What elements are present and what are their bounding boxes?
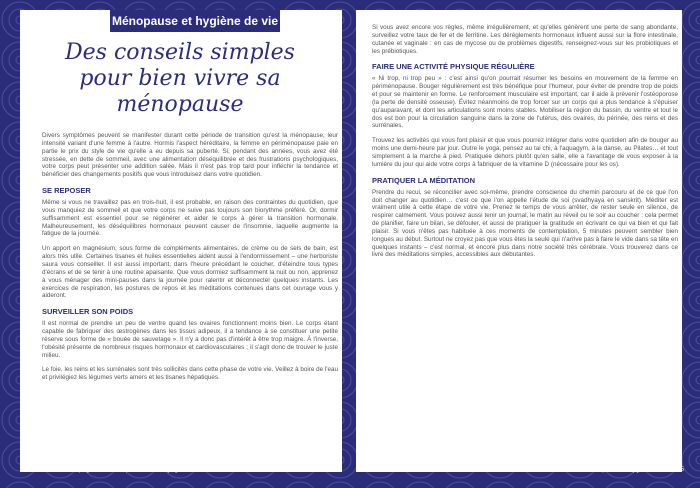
paragraph: Même si vous ne travaillez pas en trois-huit, il est probable, en raison des contraintes du quotidien, que vous manquiez de sommeil et que votre corps ne suive pas toujours son biorythme préféré. Or, dormir suffisamment est essentiel pour se régénérer et aider le corps à gérer la transition hormonale. Malheureusement, les déséquilibres hormonaux peuvent causer de l'insomnie, laquelle augmente la fatigue de la journée. (42, 199, 338, 238)
right-footer: Ménopause et hygiène de vie • 45 (585, 466, 684, 473)
right-column-text (372, 24, 678, 266)
paragraph: Le foie, les reins et les surrénales sont très sollicités dans cette phase de votre vie. Veillez à boire de l'eau et privilégiez les légumes verts amers et les tisanes hépatiques. (42, 366, 338, 382)
paragraph: Il est normal de prendre un peu de ventre quand les ovaires fonctionnent moins bien. Le corps étant capable de fabriquer des œstrogènes dans les tissus adipeux, il a tendance à se constituer une petite réserve sous forme de « bouée de sauvetage ». Il n'y a donc pas d'intérêt à être trop maigre. À l'inverse, l'obésité présente de nombreux risques hormonaux et cardiovasculaires ; il s'agit donc de trouver le juste milieu. (42, 320, 338, 359)
paragraph: Prendre du recul, se réconcilier avec soi-même, prendre conscience du chemin parcouru et de ce que l'on doit changer au quotidien… c'est ce que l'on appelle l'étude de soi (svadhyaya en sanskrit). Méditer est vraiment utile à cette étape de votre vie. Prenez le temps de vous arrêter, de rester seule en silence, de respirer calmement. Vous pouvez aussi tenir un journal, le matin au réveil ou le soir au coucher : cela permet de planifier, faire un bilan, se défouler, et aussi de pratiquer la gratitude en écrivant ce qui va bien et qui fait plaisir. Si vous n'êtes pas habituée à ces moments de contemplation, 5 minutes peuvent sembler bien longues au début. Surtout ne croyez pas que vous êtes la seule qui n'arrive pas à faire le vide dans sa tête en quelques instants – c'est normal, et encore plus dans notre société très cérébrale. Vous trouverez dans ce livre des méditations simples, accessibles aux débutantes. (372, 188, 678, 259)
intro-paragraph: Divers symptômes peuvent se manifester durant cette période de transition qu'est la ménopause, leur intensité variant d'une femme à l'autre. Hormis l'aspect héréditaire, la femme en périménopause paie en partie le prix du style de vie qu'elle a eu depuis sa puberté. Si, pendant des années, vous avez été stressée, en dette de sommeil, avec une alimentation déséquilibrée et des frustrations psychologiques, votre corps peut présenter une addition salée. Mais il n'est pas trop tard pour infléchir la tendance et bénéficier des changements positifs que vous introduisez dans votre quotidien. (42, 132, 338, 179)
heading-meditation: PRATIQUER LA MÉDITATION (372, 175, 476, 185)
heading-surveiller-son-poids: SURVEILLER SON POIDS (42, 307, 134, 317)
left-page (20, 10, 342, 472)
paragraph: Un apport en magnésium, sous forme de compléments alimentaires, de crème ou de sels de bain, est alors très utile. Certaines tisanes et huiles essentielles aident aussi à l'endormissement – une herboriste saura vous conseiller. Il est aussi important, dans l'heure précédant le coucher, d'éteindre tous types d'écrans et de se tenir à une routine apaisante. Que vous dormiez suffisamment la nuit ou non, apprenez à vous ménager des mini-pauses dans la journée pour ralentir et déconnecter quelques instants. Les exercices de respiration, les postures de repos et les méditations contenues dans cet ouvrage vous y aideront. (42, 245, 338, 300)
page-title: Des conseils simples pour bien vivre sa ménopause (65, 40, 295, 117)
paragraph: Si vous avez encore vos règles, même irrégulièrement, et qu'elles génèrent une perte de sang abondante, surveillez votre taux de fer et de ferritine. Les dérèglements hormonaux influent aussi sur la flore intestinale, cutanée et vaginale : en cas de mycose ou de problèmes digestifs, renseignez-vous sur les probiotiques et les prébiotiques. (372, 24, 678, 55)
section-tab: Ménopause et hygiène de vie (110, 10, 280, 32)
heading-se-reposer: SE REPOSER (42, 186, 91, 196)
left-column (42, 132, 338, 389)
heading-activite-physique: FAIRE UNE ACTIVITÉ PHYSIQUE RÉGULIÈRE (372, 62, 535, 72)
paragraph: « Ni trop, ni trop peu » : c'est ainsi qu'on pourrait résumer les besoins en mouvement de la femme en périménopause. Bouger régulièrement est très bénéfique pour l'humeur, pour éviter de prendre trop de poids et pour se maintenir en forme. Le renforcement musculaire est important, car il aide à prévenir l'ostéoporose (la perte de densité osseuse). Évitez néanmoins de trop forcer sur un corps qui a plus tendance à s'épuiser qu'auparavant, et dont les articulations sont moins stables. Mobiliser la région du bassin, du ventre et tout le dos est bon pour la circulation sanguine dans la zone de l'utérus, des ovaires, du périnée, des reins et des surrénales. (372, 75, 678, 130)
left-footer: 44 • J'accompagne ma ménopause avec le yoga (42, 466, 182, 473)
footer (0, 466, 700, 480)
paragraph: Trouvez les activités qui vous font plaisir et que vous pourrez intégrer dans votre quotidien afin de bouger au moins une demi-heure par jour. Outre le yoga, pensez au tai chi, à l'aquagym, à la danse, au Pilates… et tout simplement à la marche à pied. Pratiquée dehors plutôt qu'en salle, elle a l'avantage de vous exposer à la lumière du jour qui aide votre corps à fabriquer de la vitamine D (nécessaire pour les os). (372, 137, 678, 168)
